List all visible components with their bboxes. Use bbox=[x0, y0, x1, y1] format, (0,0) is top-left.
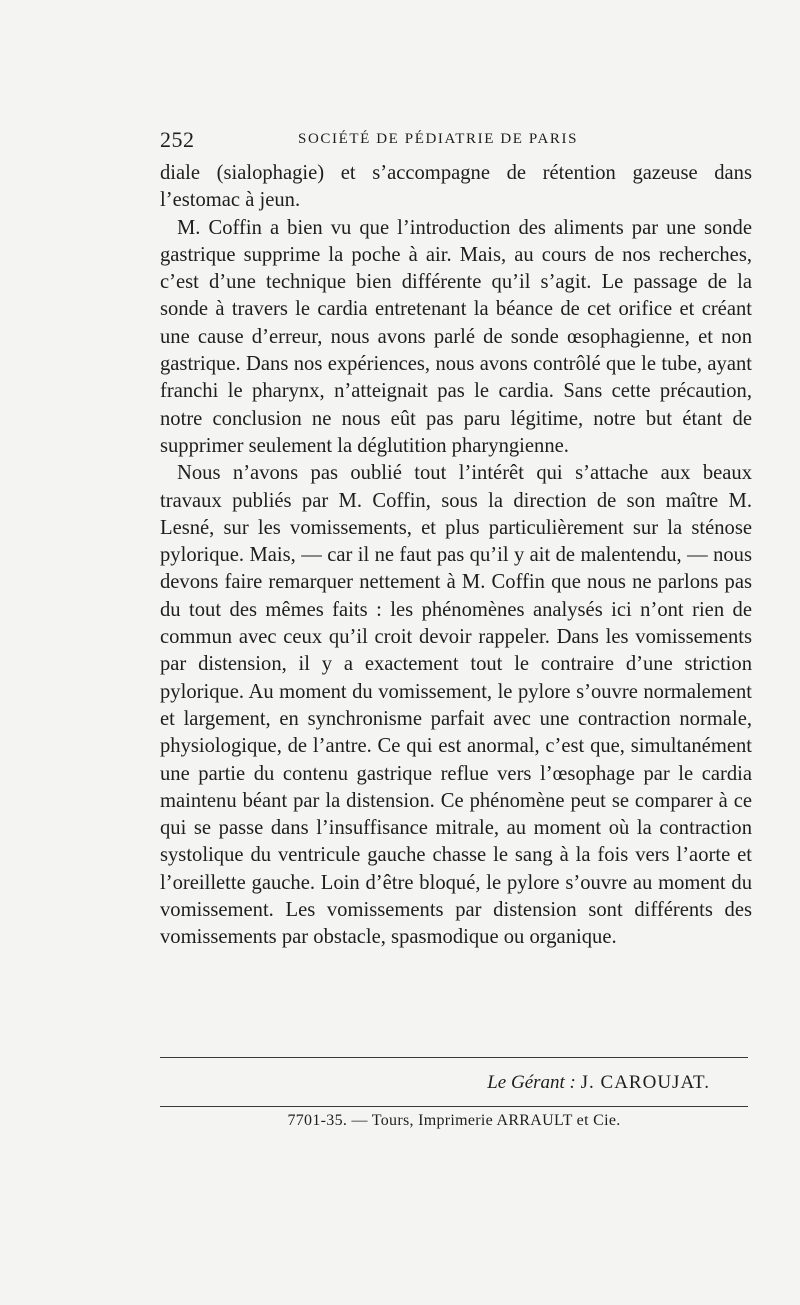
signature-name: J. CAROUJAT. bbox=[580, 1072, 710, 1093]
footer-rule-bottom bbox=[160, 1106, 748, 1107]
paragraph-vomissements: Nous n’avons pas oublié tout l’intérêt qui s’attache aux beaux travaux publiés par M. Coffin, sous la direction de son maître M. Lesné, sur les vomissements, et plus particulièrement sur la sténose pylorique. Mais, — car il ne faut pas qu’il y ait de malentendu, — nous devons faire remarquer nettement à M. Coffin que nous ne parlons pas du tout des mêmes faits : les phénomènes analysés ici n’ont rien de commun avec ceux qu’il croit devoir rappeler. Dans les vomissements par distension, il y a exactement tout le contraire d’une striction pylorique. Au moment du vomissement, le pylore s’ouvre normalement et largement, en synchronisme parfait avec une contraction normale, physiologique, de l’antre. Ce qui est anormal, c’est que, simultanément une partie du contenu gastrique reflue vers l’œsophage par le cardia maintenu béant par la distension. Ce phénomène peut se comparer à ce qui se passe dans l’insuffisance mitrale, au moment où la contraction systolique du ventricule gauche chasse le sang à la fois vers l’aorte et l’oreillette gauche. Loin d’être bloqué, le pylore s’ouvre au moment du vomissement. Les vomissements par distension sont différents des vomissements par obstacle, spasmodique ou organique. bbox=[160, 462, 752, 949]
footer-rule-top bbox=[160, 1057, 748, 1058]
body-text bbox=[160, 160, 752, 952]
page-number: 252 bbox=[160, 127, 195, 152]
signature bbox=[487, 1072, 710, 1094]
signature-role: Le Gérant : bbox=[487, 1072, 576, 1093]
page-header bbox=[160, 127, 748, 161]
paragraph-coffin-sonde: M. Coffin a bien vu que l’introduction des aliments par une sonde gastrique supprime la poche à air. Mais, au cours de nos recherches, c’est d’une technique bien différente qu’il s’agit. Le passage de la sonde à travers le cardia entretenant la béance de cet orifice et créant une cause d’erreur, nous avons parlé de sonde œsophagienne, et non gastrique. Dans nos expériences, nous avons contrôlé que le tube, ayant franchi le pharynx, n’atteignait pas le cardia. Sans cette précaution, notre conclusion ne nous eût pas paru légitime, notre but étant de supprimer seulement la déglutition pharyngienne. bbox=[160, 216, 752, 457]
running-title: SOCIÉTÉ DE PÉDIATRIE DE PARIS bbox=[298, 131, 579, 147]
printer-imprint: 7701-35. — Tours, Imprimerie ARRAULT et Cie. bbox=[287, 1112, 621, 1129]
paragraph-continuation: diale (sialophagie) et s’accompagne de rétention gazeuse dans l’estomac à jeun. bbox=[160, 162, 752, 212]
